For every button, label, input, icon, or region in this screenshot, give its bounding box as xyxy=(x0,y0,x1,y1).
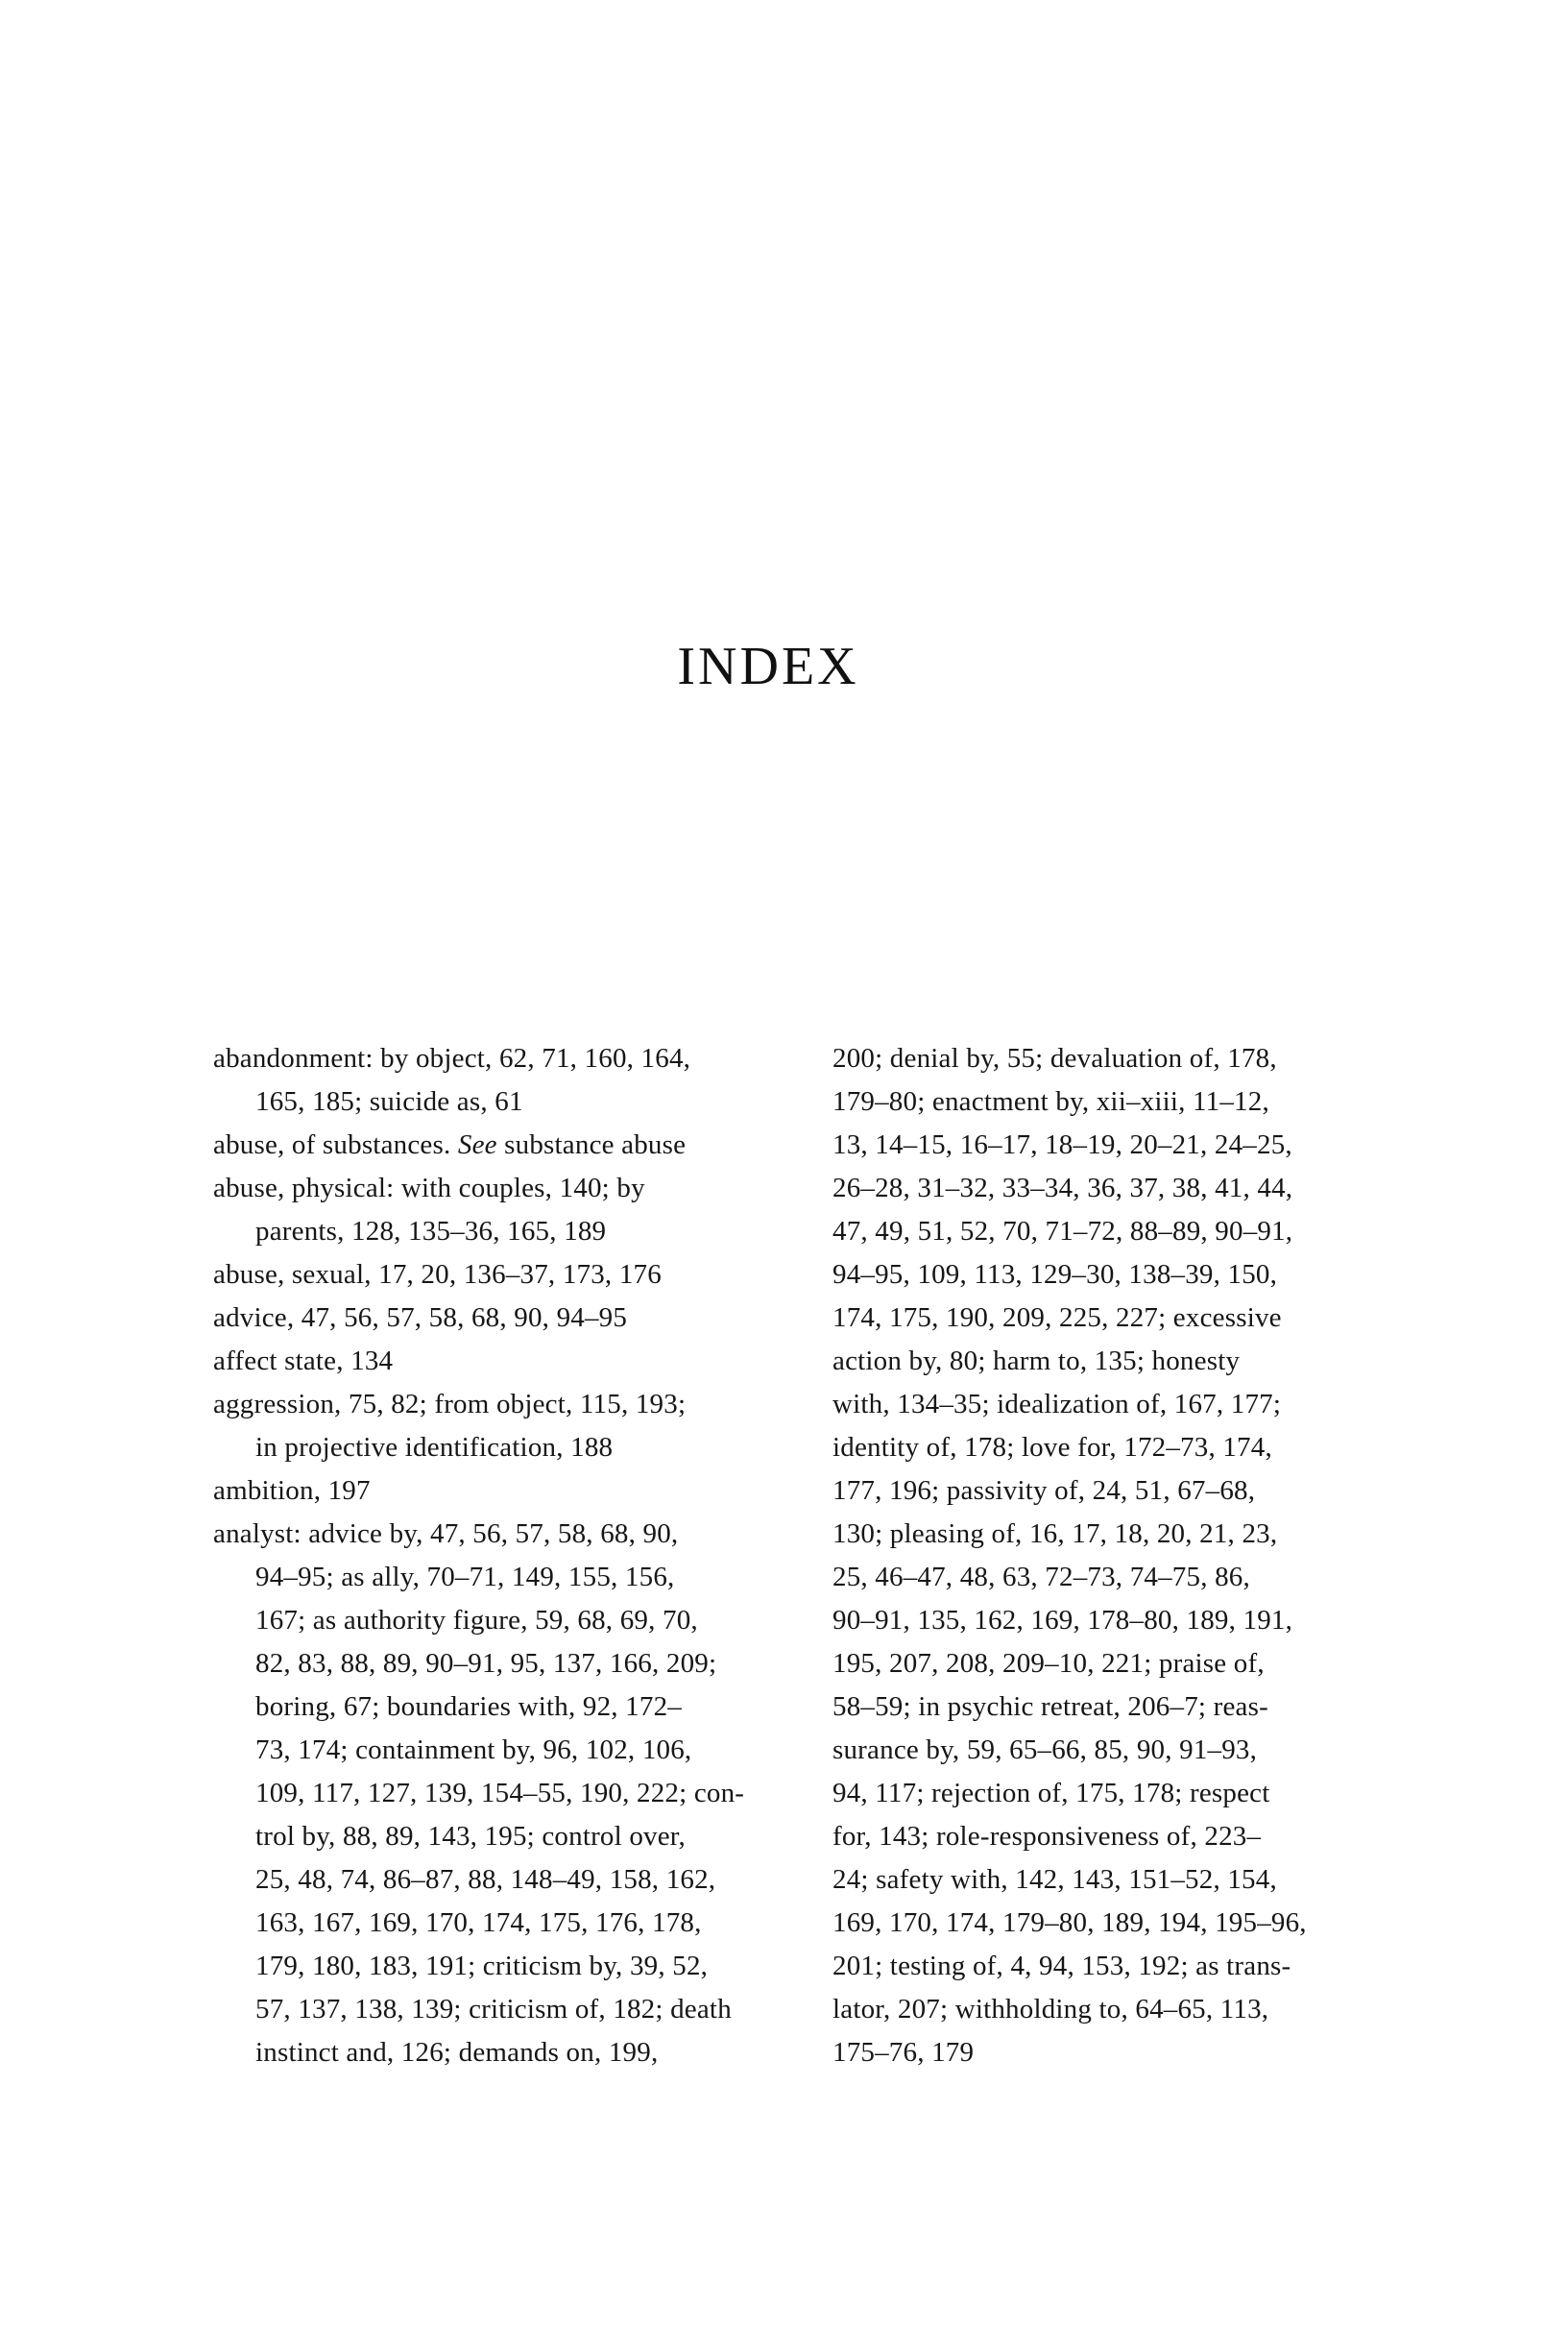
index-line-text: action by, 80; harm to, 135; honesty xyxy=(832,1346,1241,1376)
index-line xyxy=(213,1599,765,1642)
index-line xyxy=(832,1037,1351,1080)
index-line-text: 90–91, 135, 162, 169, 178–80, 189, 191, xyxy=(832,1605,1293,1636)
index-line-text: 179, 180, 183, 191; criticism by, 39, 52, xyxy=(255,1951,709,1981)
index-line-text: abuse, physical: with couples, 140; by xyxy=(213,1173,645,1203)
index-line-text: 167; as authority figure, 59, 68, 69, 70, xyxy=(255,1605,698,1636)
index-line-text: abuse, sexual, 17, 20, 136–37, 173, 176 xyxy=(213,1259,662,1290)
index-line xyxy=(213,1556,765,1599)
index-line xyxy=(832,1772,1351,1815)
index-line-text: abuse, of substances. xyxy=(213,1129,458,1160)
index-line-text: abandonment: by object, 62, 71, 160, 164, xyxy=(213,1043,691,1074)
index-line-text: 169, 170, 174, 179–80, 189, 194, 195–96, xyxy=(832,1907,1307,1938)
index-line-text: 165, 185; suicide as, 61 xyxy=(255,1086,523,1117)
index-line-text: boring, 67; boundaries with, 92, 172– xyxy=(255,1691,682,1722)
index-line xyxy=(213,1383,765,1426)
index-line-text: 94–95; as ally, 70–71, 149, 155, 156, xyxy=(255,1562,675,1592)
index-line xyxy=(832,1945,1351,1988)
index-line-text: 94, 117; rejection of, 175, 178; respect xyxy=(832,1778,1270,1808)
index-line-text: 200; denial by, 55; devaluation of, 178, xyxy=(832,1043,1277,1074)
index-line xyxy=(213,1988,765,2031)
index-line-text: 73, 174; containment by, 96, 102, 106, xyxy=(255,1734,692,1765)
index-line xyxy=(213,1685,765,1729)
index-line-text: 25, 48, 74, 86–87, 88, 148–49, 158, 162, xyxy=(255,1864,716,1895)
index-line xyxy=(832,1426,1351,1469)
index-line-text: advice, 47, 56, 57, 58, 68, 90, 94–95 xyxy=(213,1302,628,1333)
index-line xyxy=(213,1167,765,1210)
index-line xyxy=(832,1988,1351,2031)
index-line-text: 201; testing of, 4, 94, 153, 192; as trans- xyxy=(832,1951,1291,1981)
index-line-text: 58–59; in psychic retreat, 206–7; reas- xyxy=(832,1691,1268,1722)
index-line xyxy=(832,1858,1351,1902)
index-line xyxy=(213,1124,765,1167)
index-line xyxy=(832,1080,1351,1124)
index-line xyxy=(213,1858,765,1902)
index-line-text: 47, 49, 51, 52, 70, 71–72, 88–89, 90–91, xyxy=(832,1216,1293,1247)
index-line-text: parents, 128, 135–36, 165, 189 xyxy=(255,1216,607,1247)
index-line-text: substance abuse xyxy=(496,1129,687,1160)
left-column xyxy=(213,1037,765,2074)
index-line-text: affect state, 134 xyxy=(213,1346,394,1376)
index-line xyxy=(213,1297,765,1340)
index-line-text: 195, 207, 208, 209–10, 221; praise of, xyxy=(832,1648,1265,1679)
index-line xyxy=(213,1772,765,1815)
index-line xyxy=(213,1729,765,1772)
index-line xyxy=(832,1815,1351,1858)
index-line-text: lator, 207; withholding to, 64–65, 113, xyxy=(832,1994,1269,2025)
index-line-text: instinct and, 126; demands on, 199, xyxy=(255,2037,659,2068)
index-line xyxy=(832,1556,1351,1599)
index-line xyxy=(832,1297,1351,1340)
page-title: INDEX xyxy=(677,636,859,696)
index-line-text: 82, 83, 88, 89, 90–91, 95, 137, 166, 209; xyxy=(255,1648,717,1679)
index-line xyxy=(213,1037,765,1080)
index-line xyxy=(832,1167,1351,1210)
index-line xyxy=(213,1210,765,1253)
index-line-text: 94–95, 109, 113, 129–30, 138–39, 150, xyxy=(832,1259,1278,1290)
index-line-text: 13, 14–15, 16–17, 18–19, 20–21, 24–25, xyxy=(832,1129,1292,1160)
index-line-text: ambition, 197 xyxy=(213,1475,371,1506)
index-line xyxy=(213,1815,765,1858)
index-line xyxy=(832,1253,1351,1297)
index-line xyxy=(832,1642,1351,1685)
index-line-text: 163, 167, 169, 170, 174, 175, 176, 178, xyxy=(255,1907,702,1938)
index-line xyxy=(213,1902,765,1945)
index-line xyxy=(213,1642,765,1685)
index-line xyxy=(832,1383,1351,1426)
index-line xyxy=(832,1340,1351,1383)
index-line-text: 177, 196; passivity of, 24, 51, 67–68, xyxy=(832,1475,1256,1506)
index-line xyxy=(213,1513,765,1556)
index-line xyxy=(832,1469,1351,1513)
index-line-text: for, 143; role-responsiveness of, 223– xyxy=(832,1821,1262,1852)
index-line-text: 109, 117, 127, 139, 154–55, 190, 222; con- xyxy=(255,1778,745,1808)
index-line xyxy=(832,2031,1351,2074)
index-line-text: analyst: advice by, 47, 56, 57, 58, 68, 90, xyxy=(213,1518,679,1549)
index-line xyxy=(832,1729,1351,1772)
index-line xyxy=(832,1685,1351,1729)
index-line-text: identity of, 178; love for, 172–73, 174, xyxy=(832,1432,1272,1463)
index-line xyxy=(832,1210,1351,1253)
index-line-text: 130; pleasing of, 16, 17, 18, 20, 21, 23, xyxy=(832,1518,1278,1549)
index-line xyxy=(213,2031,765,2074)
index-line-text: with, 134–35; idealization of, 167, 177; xyxy=(832,1389,1282,1419)
index-line xyxy=(832,1124,1351,1167)
index-line-text: 175–76, 179 xyxy=(832,2037,975,2068)
index-line-text: 57, 137, 138, 139; criticism of, 182; death xyxy=(255,1994,732,2025)
index-line xyxy=(832,1513,1351,1556)
index-line-text: 24; safety with, 142, 143, 151–52, 154, xyxy=(832,1864,1277,1895)
index-line-text: 26–28, 31–32, 33–34, 36, 37, 38, 41, 44, xyxy=(832,1173,1293,1203)
index-line-text: in projective identification, 188 xyxy=(255,1432,614,1463)
index-line xyxy=(213,1253,765,1297)
index-line xyxy=(213,1340,765,1383)
index-line-text: 174, 175, 190, 209, 225, 227; excessive xyxy=(832,1302,1282,1333)
index-line xyxy=(213,1426,765,1469)
index-line xyxy=(213,1469,765,1513)
index-line xyxy=(832,1902,1351,1945)
right-column xyxy=(832,1037,1351,2074)
index-line-text: aggression, 75, 82; from object, 115, 193; xyxy=(213,1389,687,1419)
index-line-text: 179–80; enactment by, xii–xiii, 11–12, xyxy=(832,1086,1269,1117)
index-line xyxy=(832,1599,1351,1642)
index-line xyxy=(213,1945,765,1988)
index-line xyxy=(213,1080,765,1124)
index-line-text: 25, 46–47, 48, 63, 72–73, 74–75, 86, xyxy=(832,1562,1250,1592)
index-line-text-italic: See xyxy=(457,1129,497,1160)
index-line-text: trol by, 88, 89, 143, 195; control over, xyxy=(255,1821,686,1852)
index-line-text: surance by, 59, 65–66, 85, 90, 91–93, xyxy=(832,1734,1258,1765)
